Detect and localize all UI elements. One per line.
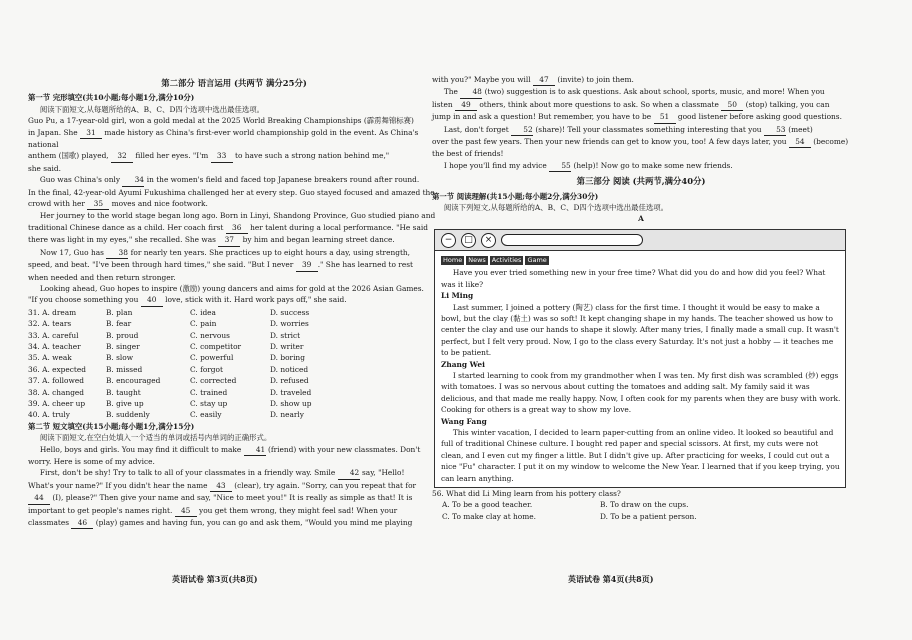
- answer-blank: 42: [338, 467, 360, 479]
- left-page-footer: 英语试卷 第3页(共8页): [172, 574, 258, 584]
- question-option: A. To be a good teacher.: [442, 500, 533, 510]
- passage-text: by him and began learning street dance.: [240, 235, 395, 245]
- passage-text: speed, and beat. "I've been through hard times," she said. "But I never: [28, 260, 296, 270]
- cloze-options: [28, 307, 440, 421]
- option-row: [28, 375, 440, 386]
- option-item: C. powerful: [190, 353, 234, 363]
- option-item: D. writer: [270, 341, 304, 351]
- passage-text: First, don't be shy! Try to talk to all of your classmates in a friendly way. Smile: [39, 468, 338, 478]
- passage-text: worry. Here is some of my advice.: [28, 457, 155, 466]
- cloze-line: [28, 127, 440, 151]
- answer-blank: 31: [80, 127, 102, 139]
- passage-text: What's your name?" If you didn't hear the name: [28, 480, 210, 490]
- option-row: [28, 364, 440, 375]
- answer-blank: 41: [244, 444, 266, 456]
- close-icon: ×: [481, 233, 496, 248]
- option-item: B. fear: [106, 319, 132, 329]
- option-item: C. idea: [190, 307, 216, 317]
- option-item: 38. A. changed: [28, 387, 85, 397]
- part-three-title: 第三部分 阅读 (共两节,满分40分): [576, 176, 706, 187]
- passage-text: filled her eyes. "I'm: [133, 151, 211, 161]
- left-column: [28, 74, 440, 529]
- option-item: C. trained: [190, 387, 228, 397]
- answer-blank: 49: [455, 99, 477, 111]
- entry-author: Zhang Wei: [441, 359, 485, 369]
- question-option: C. To make clay at home.: [442, 511, 536, 521]
- option-row: [28, 398, 440, 409]
- option-row: [28, 387, 440, 398]
- option-item: 33. A. careful: [28, 330, 79, 340]
- passage-entries: [441, 290, 841, 484]
- fill-line: [432, 160, 850, 172]
- option-item: 40. A. truly: [28, 410, 70, 420]
- option-item: B. slow: [106, 353, 134, 363]
- fill-line: [432, 148, 850, 159]
- answer-blank: 38: [106, 247, 128, 259]
- passage-text: you get them wrong, they might feel sad! When your: [196, 505, 398, 515]
- option-row: [28, 352, 440, 363]
- option-item: D. worries: [270, 319, 309, 329]
- answer-blank: 54: [789, 136, 811, 148]
- passage-text: there was light in my eyes," she recalled. She was: [28, 235, 219, 245]
- cloze-line: [28, 210, 440, 221]
- passage-text: for nearly ten years. She practices up to eight hours a day, using strength,: [128, 247, 411, 257]
- right-page-footer: 英语试卷 第4页(共8页): [568, 574, 654, 584]
- cloze-line: [28, 150, 440, 162]
- option-item: D. strict: [270, 330, 301, 340]
- answer-blank: 45: [175, 505, 197, 517]
- fill-line: [432, 111, 850, 123]
- passage-text: in Japan. She: [28, 127, 80, 137]
- option-item: D. nearly: [270, 410, 304, 420]
- option-item: C. easily: [190, 410, 222, 420]
- passage-text: traditional Chinese dance as a child. Her coach first: [28, 222, 226, 232]
- passage-text: (I), please?" Then give your name and say, "Nice to meet you!" It is really as simple as that! It is: [50, 493, 413, 503]
- option-item: D. traveled: [270, 387, 312, 397]
- option-item: D. success: [270, 307, 310, 317]
- passage-text: say, "Hello!: [359, 468, 405, 478]
- option-item: 34. A. teacher: [28, 341, 81, 351]
- option-item: 36. A. expected: [28, 364, 86, 374]
- passage-intro: Have you ever tried something new in your free time? What did you do and how did you feel? What was it like?: [441, 268, 826, 289]
- option-item: D. refused: [270, 376, 309, 386]
- fill-line: [28, 456, 440, 467]
- option-row: [28, 341, 440, 352]
- passage-text: (two) suggestion is to ask questions. Ask about school, sports, music, and more! When you: [482, 87, 825, 97]
- passage-text: moves and nice footwork.: [109, 199, 208, 209]
- fill-line: [432, 124, 850, 136]
- passage-text: love, stick with it. Hard work pays off," she said.: [162, 295, 347, 305]
- answer-blank: 37: [218, 234, 240, 246]
- tab-news: News: [468, 255, 486, 264]
- answer-blank: 40: [141, 294, 163, 306]
- fill-line: [432, 86, 850, 98]
- answer-blank: 39: [296, 259, 318, 271]
- passage-text: (share)! Tell your classmates something interesting that you: [533, 124, 764, 134]
- cloze-line: [28, 272, 440, 283]
- passage-text: (become): [810, 137, 849, 147]
- answer-blank: 33: [211, 150, 233, 162]
- tab-game: Game: [527, 255, 547, 264]
- answer-blank: 46: [71, 517, 93, 529]
- passage-text: Hello, boys and girls. You may find it difficult to make: [39, 444, 244, 454]
- entry-text: Last summer, I joined a pottery (陶艺) class for the first time. I thought it would be easy to make a bowl, but the clay (黏土) was so soft! It kept changing shape in my hands. The teacher showed us how to center the clay and use our hands to shape it slowly. After many tries, I finally made a small cup. It wasn't perfect, but I felt very proud. Now, I go to the class every Saturday. It's not just a hobby — it teaches me to be patient.: [441, 302, 839, 358]
- cloze-line: [28, 294, 440, 306]
- passage-text: listen: [432, 99, 455, 109]
- passage-text: others, think about more questions to ask. So when a classmate: [476, 99, 722, 109]
- cloze-line: [28, 198, 440, 210]
- address-bar: [501, 234, 643, 246]
- answer-blank: 34: [122, 174, 144, 186]
- passage-text: made history as China's first-ever world championship gold in the event. As China's national: [28, 127, 419, 150]
- passage-text: when needed and then return stronger.: [28, 272, 176, 282]
- passage-text: classmates: [28, 518, 72, 528]
- fill-line: [28, 517, 440, 529]
- option-item: B. encouraged: [106, 376, 161, 386]
- entry-text: I started learning to cook from my grandmother when I was ten. My first dish was scrambled (炒) eggs with tomatoes. I was so nervous about cutting the tomatoes and adding salt. My family said it was delicious, and that made me really happy. Now, I often cook for my parents when they are busy with work. Cooking for others is a great way to show my love.: [441, 370, 841, 415]
- passage-text: jump in and ask a question! But remember, you have to be: [432, 112, 654, 122]
- option-item: C. corrected: [190, 376, 237, 386]
- passage-text: (clear), try again. "Sorry, can you repeat that for: [231, 480, 417, 490]
- fill-line: [28, 444, 440, 456]
- fill-section-header: 第二节 短文填空(共15小题;每小题1分,满分15分): [28, 421, 195, 431]
- option-row: [28, 307, 440, 318]
- cloze-line: [28, 259, 440, 271]
- question-56: 56. What did Li Ming learn from his pottery class?: [432, 489, 621, 498]
- cloze-passage: [28, 115, 440, 307]
- answer-blank: 52: [511, 124, 533, 136]
- browser-tabs: [435, 251, 845, 267]
- passage-text: good listener before asking good questions.: [675, 112, 842, 122]
- option-item: C. nervous: [190, 330, 230, 340]
- entry-text: This winter vacation, I decided to learn paper-cutting from an online video. It looked so beautiful and full of traditional Chinese culture. I bought red paper and special scissors. At first, my cuts were not clean, and I even cut my finger a little. But I didn't give up. After practicing for weeks, I could cut out a nice "Fu" character. I put it on my window to welcome the New Year. I learned that if you keep trying, you can learn anything.: [441, 427, 840, 483]
- cloze-line: [28, 163, 440, 174]
- passage-text: over the past few years. Then your new friends can get to know you, too! A few days later, you: [432, 137, 789, 147]
- answer-blank: 32: [111, 150, 133, 162]
- option-item: B. proud: [106, 330, 139, 340]
- passage-text: in the women's field and faced top Japanese breakers round after round.: [144, 175, 420, 185]
- tab-activities: Activities: [491, 255, 522, 264]
- cloze-line: [28, 115, 440, 126]
- option-item: 32. A. tears: [28, 319, 72, 329]
- cloze-line: [28, 234, 440, 246]
- answer-blank: 50: [721, 99, 743, 111]
- cloze-line: [28, 283, 440, 294]
- fill-line: [28, 505, 440, 517]
- entry-author: Wang Fang: [441, 416, 487, 426]
- passage-text: (invite) to join them.: [554, 75, 634, 84]
- option-row: [28, 318, 440, 329]
- option-item: 31. A. dream: [28, 307, 77, 317]
- fill-instruction: 阅读下面短文,在空白处填入一个适当的单词或括号内单词的正确形式。: [39, 433, 272, 443]
- reading-section-header: 第一节 阅读理解(共15小题;每小题2分,满分30分): [432, 191, 599, 201]
- passage-text: In the final, 42-year-old Ayumi Fukushima challenged her at every step. Guo stayed focused and amazed the: [28, 187, 435, 197]
- passage-text: Last, don't forget: [443, 124, 512, 134]
- option-item: C. pain: [190, 319, 217, 329]
- passage-text: Guo Pu, a 17-year-old girl, won a gold medal at the 2025 World Breaking Championships (霹雳舞锦标赛): [28, 116, 414, 126]
- passage-text: to have such a strong nation behind me,": [232, 151, 390, 161]
- fill-line: [432, 74, 850, 86]
- option-item: D. noticed: [270, 364, 309, 374]
- fill-line: [28, 492, 440, 504]
- part-two-title: 第二部分 语言运用 (共两节 满分25分): [161, 78, 307, 88]
- passage-text: (meet): [785, 124, 813, 134]
- answer-blank: 48: [460, 86, 482, 98]
- option-item: B. missed: [106, 364, 143, 374]
- passage-text: (friend) with your new classmates. Don't: [265, 444, 421, 454]
- answer-blank: 51: [654, 111, 676, 123]
- passage-text: she said.: [28, 163, 61, 173]
- option-item: C. forgot: [190, 364, 223, 374]
- tab-home: Home: [443, 255, 463, 264]
- option-item: 35. A. weak: [28, 353, 72, 363]
- option-item: D. boring: [270, 353, 305, 363]
- cloze-instruction: 阅读下面短文,从每题所给的A、B、C、D四个选项中选出最佳选项。: [39, 104, 265, 114]
- passage-text: Guo was China's only: [39, 175, 123, 185]
- passage-text: "If you choose something you: [28, 295, 141, 305]
- entry-author: Li Ming: [441, 291, 474, 301]
- option-item: C. competitor: [190, 341, 242, 351]
- option-item: B. taught: [106, 387, 141, 397]
- reading-instruction: 阅读下列短文,从每题所给的A、B、C、D四个选项中选出最佳选项。: [443, 203, 669, 213]
- fill-passage-right: [432, 74, 850, 172]
- passage-text: important to get people's names right.: [28, 505, 175, 515]
- fill-passage-left: [28, 444, 440, 530]
- browser-content: [435, 267, 845, 487]
- cloze-line: [28, 187, 440, 198]
- passage-text: Her journey to the world stage began long ago. Born in Linyi, Shandong Province, Guo studied piano and: [39, 211, 436, 221]
- option-item: B. singer: [106, 341, 140, 351]
- passage-text: (play) games and having fun, you can go and ask them, "Would you mind me playing: [93, 518, 413, 528]
- browser-toolbar: [435, 230, 845, 251]
- passage-text: with you?" Maybe you will: [432, 75, 533, 84]
- option-item: B. give up: [106, 398, 144, 408]
- answer-blank: 47: [533, 74, 555, 86]
- passage-text: Now 17, Guo has: [39, 247, 107, 257]
- minimize-icon: −: [441, 233, 456, 248]
- answer-blank: 44: [28, 492, 50, 504]
- passage-text: ." She has learned to rest: [317, 260, 413, 270]
- passage-text: crowd with her: [28, 199, 88, 209]
- fill-line: [432, 99, 850, 111]
- passage-text: (help)! Now go to make some new friends.: [571, 160, 733, 170]
- option-item: 39. A. cheer up: [28, 398, 86, 408]
- passage-text: The: [443, 87, 461, 97]
- answer-blank: 36: [226, 222, 248, 234]
- passage-text: the best of friends!: [432, 149, 504, 159]
- passage-text: Looking ahead, Guo hopes to inspire (激励) young dancers and aims for gold at the 2026 Asian Games.: [39, 283, 424, 293]
- cloze-line: [28, 247, 440, 259]
- cloze-line: [28, 222, 440, 234]
- question-56-options: [432, 499, 850, 522]
- passage-text: anthem (国歌) played,: [28, 151, 112, 161]
- passage-text: (stop) talking, you can: [743, 99, 830, 109]
- cloze-section-header: 第一节 完形填空(共10小题;每小题1分,满分10分): [28, 93, 195, 103]
- option-row: [28, 409, 440, 420]
- fill-line: [28, 480, 440, 492]
- question-option: D. To be a patient person.: [600, 511, 697, 521]
- option-item: B. plan: [106, 307, 133, 317]
- passage-text: her talent during a local performance. "He said: [247, 222, 428, 232]
- fill-line: [432, 136, 850, 148]
- answer-blank: 35: [87, 198, 109, 210]
- option-row: [28, 330, 440, 341]
- passage-text: I hope you'll find my advice: [443, 160, 550, 170]
- option-item: D. show up: [270, 398, 312, 408]
- answer-blank: 55: [549, 160, 571, 172]
- right-column: [432, 74, 850, 522]
- option-item: 37. A. followed: [28, 376, 84, 386]
- maximize-icon: □: [461, 233, 476, 248]
- cloze-line: [28, 174, 440, 186]
- passage-label: A: [638, 214, 644, 224]
- answer-blank: 43: [210, 480, 232, 492]
- question-option: B. To draw on the cups.: [600, 500, 689, 510]
- option-item: C. stay up: [190, 398, 228, 408]
- browser-window: [434, 229, 846, 488]
- option-item: B. suddenly: [106, 410, 150, 420]
- answer-blank: 53: [764, 124, 786, 136]
- fill-line: [28, 467, 440, 479]
